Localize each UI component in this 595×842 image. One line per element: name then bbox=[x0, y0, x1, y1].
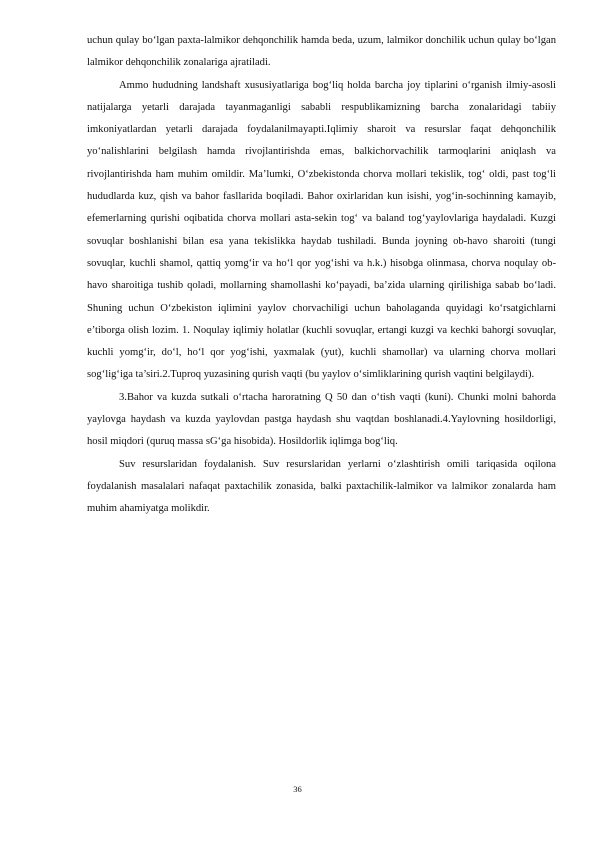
paragraph-continuation: uchun qulay bo‘lgan paxta-lalmikor dehqonchilik hamda beda, uzum, lalmikor donchilik uchun qulay bo‘lgan lalmikor dehqonchilik zonalariga ajratiladi. bbox=[87, 35, 556, 69]
document-body bbox=[87, 30, 556, 521]
page-number: 36 bbox=[293, 784, 302, 794]
paragraph-temperature-transition: 3.Bahor va kuzda sutkali o‘rtacha haroratning Q 50 dan o‘tish vaqti (kuni). Chunki molni bahorda yaylovga haydash va kuzda yaylovdan pastga haydash shu vaqtdan boshlanadi.4.Yaylovning hosildorligi, hosil miqdori (quruq massa sG‘ga hisobida). Hosildorlik iqlimga bog‘liq. bbox=[87, 391, 556, 448]
paragraph-climate-resources: Ammo hududning landshaft xususiyatlariga bog‘liq holda barcha joy tiplarini o‘rganish ilmiy-asosli natijalarga yetarli darajada tayanmaganligi sababli respublikamizning barcha zonalaridagi tabiiy imkoniyatlardan yetarli darajada foydalanilmayapti.Iqlimiy sharoit va resurslar faqat dehqonchilik yo‘nalishlarini belgilash hamda rivojlantirishda emas, balkichorvachilik tarmoqlarini aniqlash va rivojlantirishda ham muhim omildir. Ma’lumki, O‘zbekistonda chorva mollari tekislik, tog‘ oldi, past tog‘li hududlarda kuz, qish va bahor fasllarida boqiladi. Bahor oxirlaridan kun isishi, yog‘in-sochinning kamayib, efemerlarning qurishi oqibatida chorva mollari asta-sekin tog‘ va baland tog‘yaylovlariga haydaladi. Kuzgi sovuqlar boshlanishi bilan esa yana tekislikka haydab tushiladi. Bunda joyning ob-havo sharoiti (tungi sovuqlar, kuchli shamol, qattiq yomg‘ir va ho‘l qor yog‘ishi va h.k.) hisobga olinmasa, chorva noqulay ob-havo sharoitiga tushib qoladi, mollarning shamollashi ko‘payadi, ba’zida ularning qirilishiga sabab bo‘ladi. Shuning uchun O‘zbekiston iqlimini yaylov chorvachiligi uchun baholaganda quyidagi ko‘rsatgichlarni e’tiborga olish lozim. 1. Noqulay iqlimiy holatlar (kuchli sovuqlar, ertangi kuzgi va kechki bahorgi sovuqlar, kuchli yomg‘ir, do‘l, ho‘l qor yog‘ishi, yaxmalak (yut), kuchli shamollar) va ularning chorva mollari sog‘lig‘iga ta’siri.2.Tuproq yuzasining qurish vaqti (bu yaylov o‘simliklarining qurish vaqtini belgilaydi). bbox=[87, 79, 556, 381]
paragraph-water-resources: Suv resurslaridan foydalanish. Suv resurslaridan yerlarni o‘zlashtirish omili tariqasida oqilona foydalanish masalalari nafaqat paxtachilik zonasida, balki paxtachilik-lalmikor va lalmikor zonalarda ham muhim ahamiyatga molikdir. bbox=[87, 458, 556, 515]
